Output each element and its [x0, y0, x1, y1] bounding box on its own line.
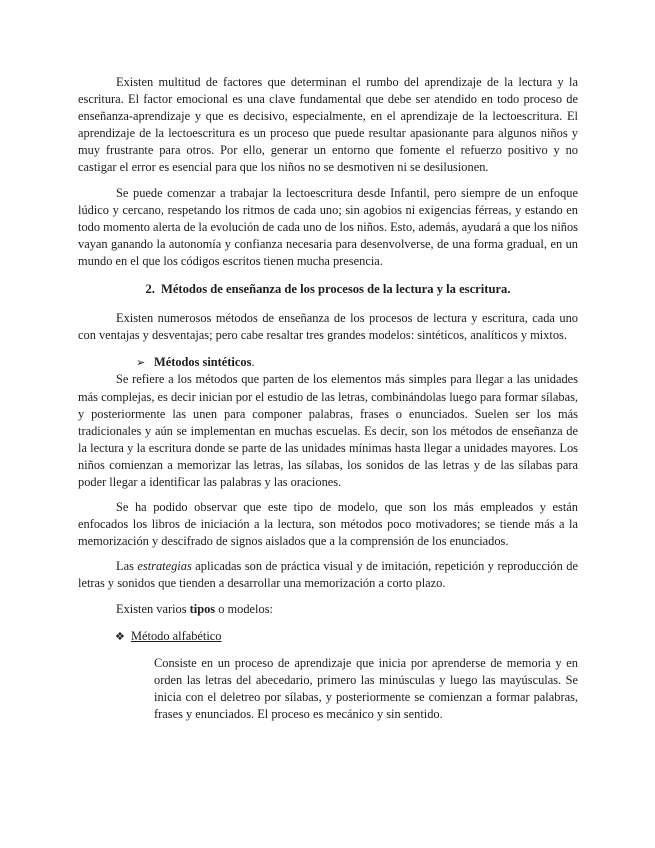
- strategies-pre: Las: [116, 559, 138, 574]
- paragraph-alphabetic-description: Consiste en un proceso de aprendizaje que inicia por aprenderse de memoria y en orden las letras del abecedario, primero las minúsculas y luego las mayúsculas. Se inicia con el deletreo por sílabas, y posteriormente se comienzan a formar palabras, frases y enunciados. El proceso es mecánico y sin sentido.: [154, 655, 578, 721]
- strategies-post: aplicadas son de práctica visual y de imitación, repetición y reproducción de letras y sonidos que tienden a desarrollar una memorización a corto plazo.: [78, 559, 578, 591]
- paragraph-types: [78, 601, 578, 618]
- paragraph-infantil: Se puede comenzar a trabajar la lectoescritura desde Infantil, pero siempre de un enfoque lúdico y cercano, respetando los ritmos de cada uno; sin agobios ni exigencias férreas, y estando en todo momento alerta de la evolución de cada uno de los niños. Esto, además, ayudará a que los niños vayan ganando la autonomía y confianza necesaria para desenvolverse, de una forma gradual, en un mundo en el que los códigos escritos tienen mucha presencia.: [78, 185, 578, 268]
- paragraph-strategies: [78, 558, 578, 592]
- bullet-label: Métodos sintéticos: [154, 355, 252, 370]
- types-post: o modelos:: [215, 601, 273, 616]
- bullet-suffix: .: [251, 355, 255, 370]
- paragraph-synthetic-definition: Se refiere a los métodos que parten de los elementos más simples para llegar a las unidades más complejas, es decir inician por el estudio de las letras, combinándolas luego para formar sílabas, y posteriormente las unen para componer palabras, frases o enunciados. Suelen ser los más tradicionales y aún se implementan en muchas escuelas. Es decir, son los métodos de enseñanza de la lectura y la escritura donde se parte de las unidades mínimas hasta llegar a unidades mayores. Los niños comienzan a memorizar las letras, las sílabas, los sonidos de las letras y de las sílabas para poder llegar a identificar las palabras y las oraciones.: [78, 372, 578, 489]
- subbullet-label: Método alfabético: [131, 628, 222, 643]
- paragraph-intro: Existen multitud de factores que determinan el rumbo del aprendizaje de la lectura y la escritura. El factor emocional es una clave fundamental que debe ser atendido en todo proceso de enseñanza-aprendizaje y que es decisivo, especialmente, en el aprendizaje de la lectoescritura. El aprendizaje de la lectoescritura es un proceso que puede resultar apasionante para algunos niños y muy frustrante para otros. Por ello, generar un entorno que fomente el refuerzo positivo y no castigar el error es esencial para que los niños no se desmotiven ni se desilusionen.: [78, 75, 578, 175]
- subbullet-alphabetic-method: [78, 628, 578, 645]
- section-number: 2.: [145, 282, 155, 297]
- document-page: [78, 74, 578, 723]
- types-bold: tipos: [189, 601, 216, 616]
- types-pre: Existen varios: [116, 601, 190, 616]
- bullet-synthetic-methods: [78, 354, 578, 371]
- diamond-bullet-icon: ❖: [115, 629, 125, 643]
- strategies-emphasis: estrategias: [137, 559, 192, 574]
- section-heading: [78, 281, 578, 298]
- arrow-bullet-icon: ➢: [136, 356, 146, 370]
- section-title: Métodos de enseñanza de los procesos de la lectura y la escritura.: [160, 282, 511, 297]
- paragraph-synthetic-observation: Se ha podido observar que este tipo de modelo, que son los más empleados y están enfocados los libros de iniciación a la lectura, son métodos poco motivadores; se tiende más a la memorización y descifrado de signos aislados que a la comprensión de los enunciados.: [78, 500, 578, 549]
- paragraph-methods-overview: Existen numerosos métodos de enseñanza de los procesos de lectura y escritura, cada uno con ventajas y desventajas; pero cabe resaltar tres grandes modelos: sintéticos, analíticos y mixtos.: [78, 311, 578, 343]
